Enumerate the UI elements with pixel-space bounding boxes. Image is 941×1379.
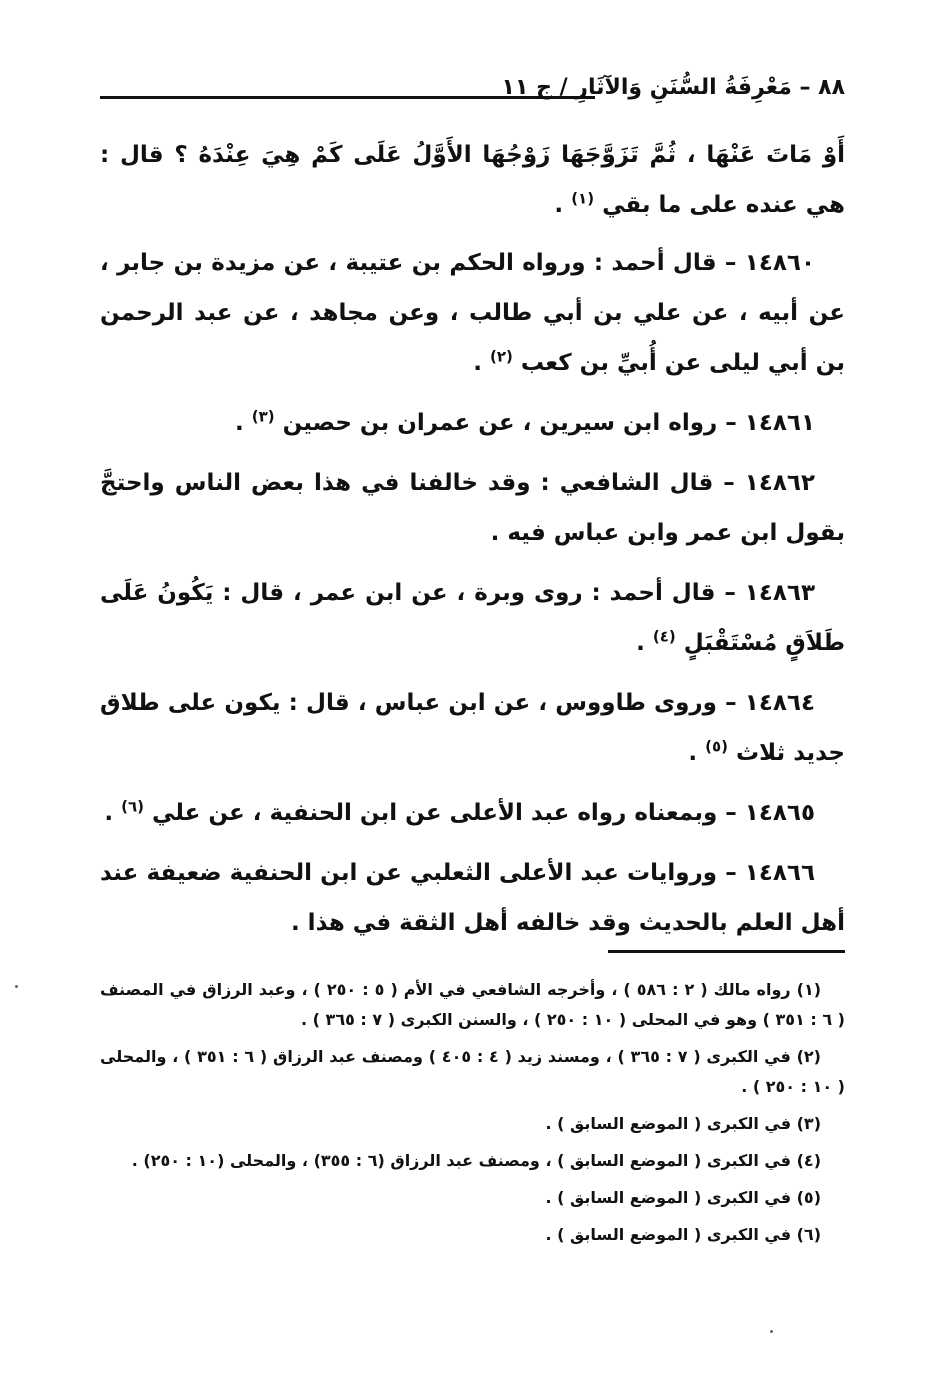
paragraph-continuation bbox=[100, 130, 845, 230]
paragraph-14864 bbox=[100, 678, 845, 778]
footnote-marker: (٦) bbox=[121, 797, 144, 816]
paragraph-tail: . bbox=[104, 800, 114, 826]
footnote-2: (٢) في الكبرى ( ٧ : ٣٦٥ ) ، ومسند زيد ( ٤ : ٤٠٥ ) ومصنف عبد الرزاق ( ٦ : ٣٥١ ) ، والمحلى ( ١٠ : ٢٥٠ ) . bbox=[100, 1047, 845, 1096]
paragraph-text: ١٤٨٦٢ – قال الشافعي : وقد خالفنا في هذا بعض الناس واحتجَّ بقول ابن عمر وابن عباس فيه . bbox=[100, 470, 845, 546]
footnote-6: (٦) في الكبرى ( الموضع السابق ) . bbox=[545, 1225, 821, 1244]
paragraph-14861 bbox=[100, 398, 845, 448]
paragraph-text: ١٤٨٦٦ – وروايات عبد الأعلى الثعلبي عن ابن الحنفية ضعيفة عند أهل العلم بالحديث وقد خالفه أهل الثقة في هذا . bbox=[100, 860, 845, 936]
paragraph-14862 bbox=[100, 458, 845, 558]
footnote-1: (١) رواه مالك ( ٢ : ٥٨٦ ) ، وأخرجه الشافعي في الأم ( ٥ : ٢٥٠ ) ، وعبد الرزاق في المصنف ( ٦ : ٣٥١ ) وهو في المحلى ( ١٠ : ٢٥٠ ) ، والسنن الكبرى ( ٧ : ٣٦٥ ) . bbox=[100, 980, 845, 1029]
footnote-4: (٤) في الكبرى ( الموضع السابق ) ، ومصنف عبد الرزاق (٦ : ٣٥٥) ، والمحلى (١٠ : ٢٥٠) . bbox=[131, 1151, 821, 1170]
paragraph-text: أَوْ مَاتَ عَنْهَا ، ثُمَّ تَزَوَّجَهَا زَوْجُهَا الأَوَّلُ عَلَى كَمْ هِيَ عِنْدَهُ ؟ قال : هي عنده على ما بقي bbox=[100, 142, 845, 218]
paragraph-text: ١٤٨٦٠ – قال أحمد : ورواه الحكم بن عتيبة ، عن مزيدة بن جابر ، عن أبيه ، عن علي بن أبي طالب ، وعن مجاهد ، عن عبد الرحمن بن أبي ليلى عن أُبيِّ بن كعب bbox=[100, 250, 845, 376]
footnote-marker: (٤) bbox=[652, 627, 676, 646]
header-rule bbox=[100, 96, 595, 99]
page-header-title: ٨٨ – مَعْرِفَةُ السُّنَنِ وَالآثَارِ / ج ١١ bbox=[501, 75, 845, 100]
paragraph-14863 bbox=[100, 568, 845, 668]
paragraph-tail: . bbox=[473, 350, 482, 376]
paragraph-text: ١٤٨٦٤ – وروى طاووس ، عن ابن عباس ، قال : يكون على طلاق جديد ثلاث bbox=[100, 690, 845, 766]
paragraph-tail: . bbox=[688, 740, 698, 766]
paragraph-14860 bbox=[100, 238, 845, 388]
footnotes-section bbox=[100, 975, 845, 1257]
footnote-marker: (٣) bbox=[251, 407, 275, 426]
paragraph-tail: . bbox=[554, 192, 564, 218]
paragraph-14865 bbox=[100, 788, 845, 838]
main-text bbox=[100, 130, 845, 958]
footnote-marker: (٥) bbox=[705, 737, 728, 756]
scan-speck bbox=[15, 985, 18, 988]
paragraph-text: ١٤٨٦٣ – قال أحمد : روى وبرة ، عن ابن عمر ، قال : يَكُونُ عَلَى طَلاَقٍ مُسْتَقْبَلٍ bbox=[100, 580, 845, 656]
paragraph-tail: . bbox=[636, 630, 645, 656]
paragraph-text: ١٤٨٦٥ – وبمعناه رواه عبد الأعلى عن ابن الحنفية ، عن علي bbox=[151, 800, 815, 826]
footnote-marker: (٢) bbox=[490, 347, 513, 366]
paragraph-tail: . bbox=[234, 410, 244, 436]
footnote-marker: (١) bbox=[571, 189, 595, 208]
paragraph-14866 bbox=[100, 848, 845, 948]
running-header bbox=[100, 72, 845, 112]
scan-speck bbox=[770, 1330, 773, 1333]
footnote-3: (٣) في الكبرى ( الموضع السابق ) . bbox=[545, 1114, 821, 1133]
footnote-separator bbox=[608, 950, 845, 953]
paragraph-text: ١٤٨٦١ – رواه ابن سيرين ، عن عمران بن حصين bbox=[282, 410, 815, 436]
footnote-5: (٥) في الكبرى ( الموضع السابق ) . bbox=[545, 1188, 821, 1207]
